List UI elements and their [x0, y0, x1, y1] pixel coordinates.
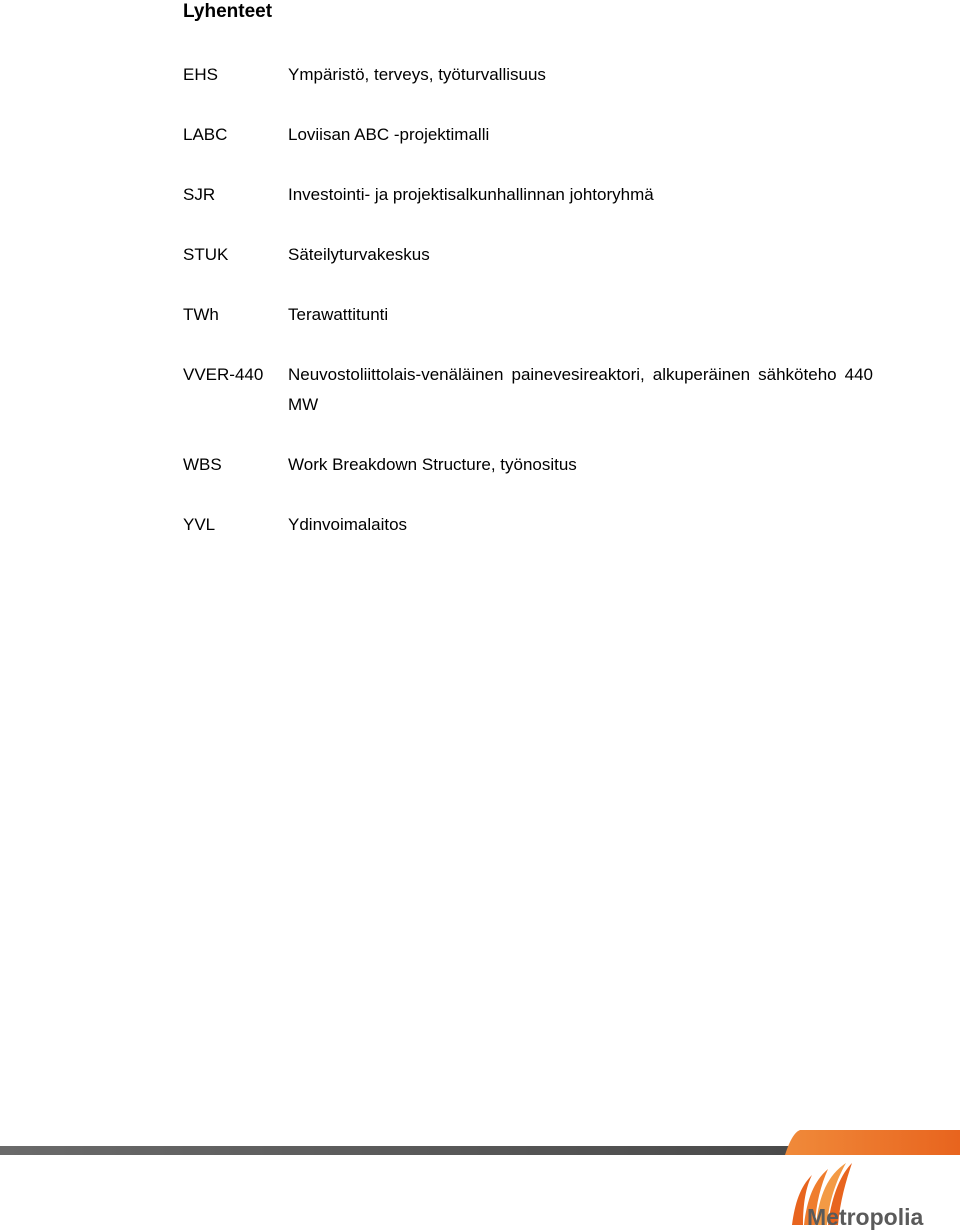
abbreviation-definition: Ydinvoimalaitos — [288, 515, 408, 534]
abbreviation-definition: Terawattitunti — [288, 305, 389, 324]
abbreviation-term: STUK — [183, 245, 229, 264]
abbreviation-definition: Säteilyturvakeskus — [288, 245, 430, 264]
footer-gray-bar — [0, 1146, 790, 1155]
list-item — [183, 300, 873, 330]
abbreviation-definition: Work Breakdown Structure, työnositus — [288, 455, 577, 474]
footer-orange-bar — [785, 1130, 960, 1155]
list-item — [183, 120, 873, 150]
list-item — [183, 240, 873, 270]
abbreviation-term: LABC — [183, 125, 228, 144]
list-item — [183, 510, 873, 540]
abbreviation-definition: Investointi- ja projektisalkunhallinnan johtoryhmä — [288, 185, 654, 204]
page-title: Lyhenteet — [183, 1, 273, 22]
abbreviation-term: EHS — [183, 65, 218, 84]
list-item — [183, 360, 873, 420]
abbreviation-term: WBS — [183, 455, 222, 474]
abbreviation-definition: Ympäristö, terveys, työturvallisuus — [288, 65, 546, 84]
abbreviation-term: VVER-440 — [183, 365, 264, 384]
list-item — [183, 450, 873, 480]
metropolia-logo-text: Metropolia — [807, 1204, 924, 1230]
abbreviation-definition: Loviisan ABC -projektimalli — [288, 125, 490, 144]
abbreviation-term: YVL — [183, 515, 216, 534]
list-item — [183, 180, 873, 210]
list-item — [183, 60, 873, 90]
abbreviation-definition: Neuvostoliittolais-venäläinen painevesireaktori, alkuperäinen sähköteho 440 MW — [288, 365, 873, 414]
abbreviation-term: TWh — [183, 305, 219, 324]
abbreviation-list — [183, 60, 873, 570]
abbreviation-term: SJR — [183, 185, 216, 204]
